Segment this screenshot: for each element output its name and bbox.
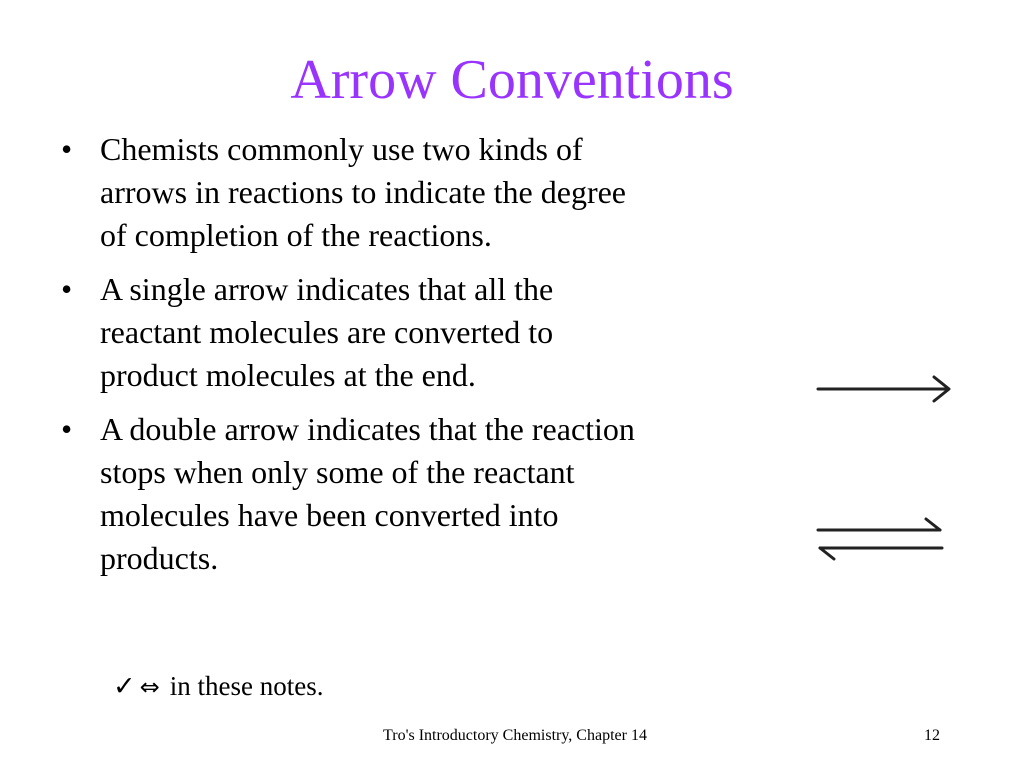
- double-arrow-symbol: ⇔: [139, 673, 160, 701]
- bullet-item: [58, 408, 658, 580]
- slide-title: Arrow Conventions: [290, 49, 734, 111]
- bullet-item: [58, 128, 658, 257]
- page-number: 12: [924, 727, 940, 744]
- single-arrow-icon: [812, 372, 956, 406]
- checkmark-icon: ✓: [113, 671, 136, 701]
- footer-source: Tro's Introductory Chemistry, Chapter 14: [383, 727, 647, 744]
- bullet-text: A double arrow indicates that the reaction stops when only some of the reactant molecules have been converted into products.: [100, 411, 635, 576]
- sub-bullet-text: in these notes.: [169, 671, 324, 701]
- bullet-marker: •: [61, 131, 73, 167]
- sub-bullet: [113, 668, 323, 705]
- bullet-text: A single arrow indicates that all the reactant molecules are converted to product molecules at the end.: [100, 271, 554, 393]
- bullet-marker: •: [61, 411, 73, 447]
- bullet-item: [58, 268, 658, 397]
- bullet-text: Chemists commonly use two kinds of arrows in reactions to indicate the degree of completion of the reactions.: [100, 131, 626, 253]
- bullet-marker: •: [61, 271, 73, 307]
- bullet-list: [58, 128, 658, 591]
- equilibrium-arrow-icon: [812, 514, 948, 562]
